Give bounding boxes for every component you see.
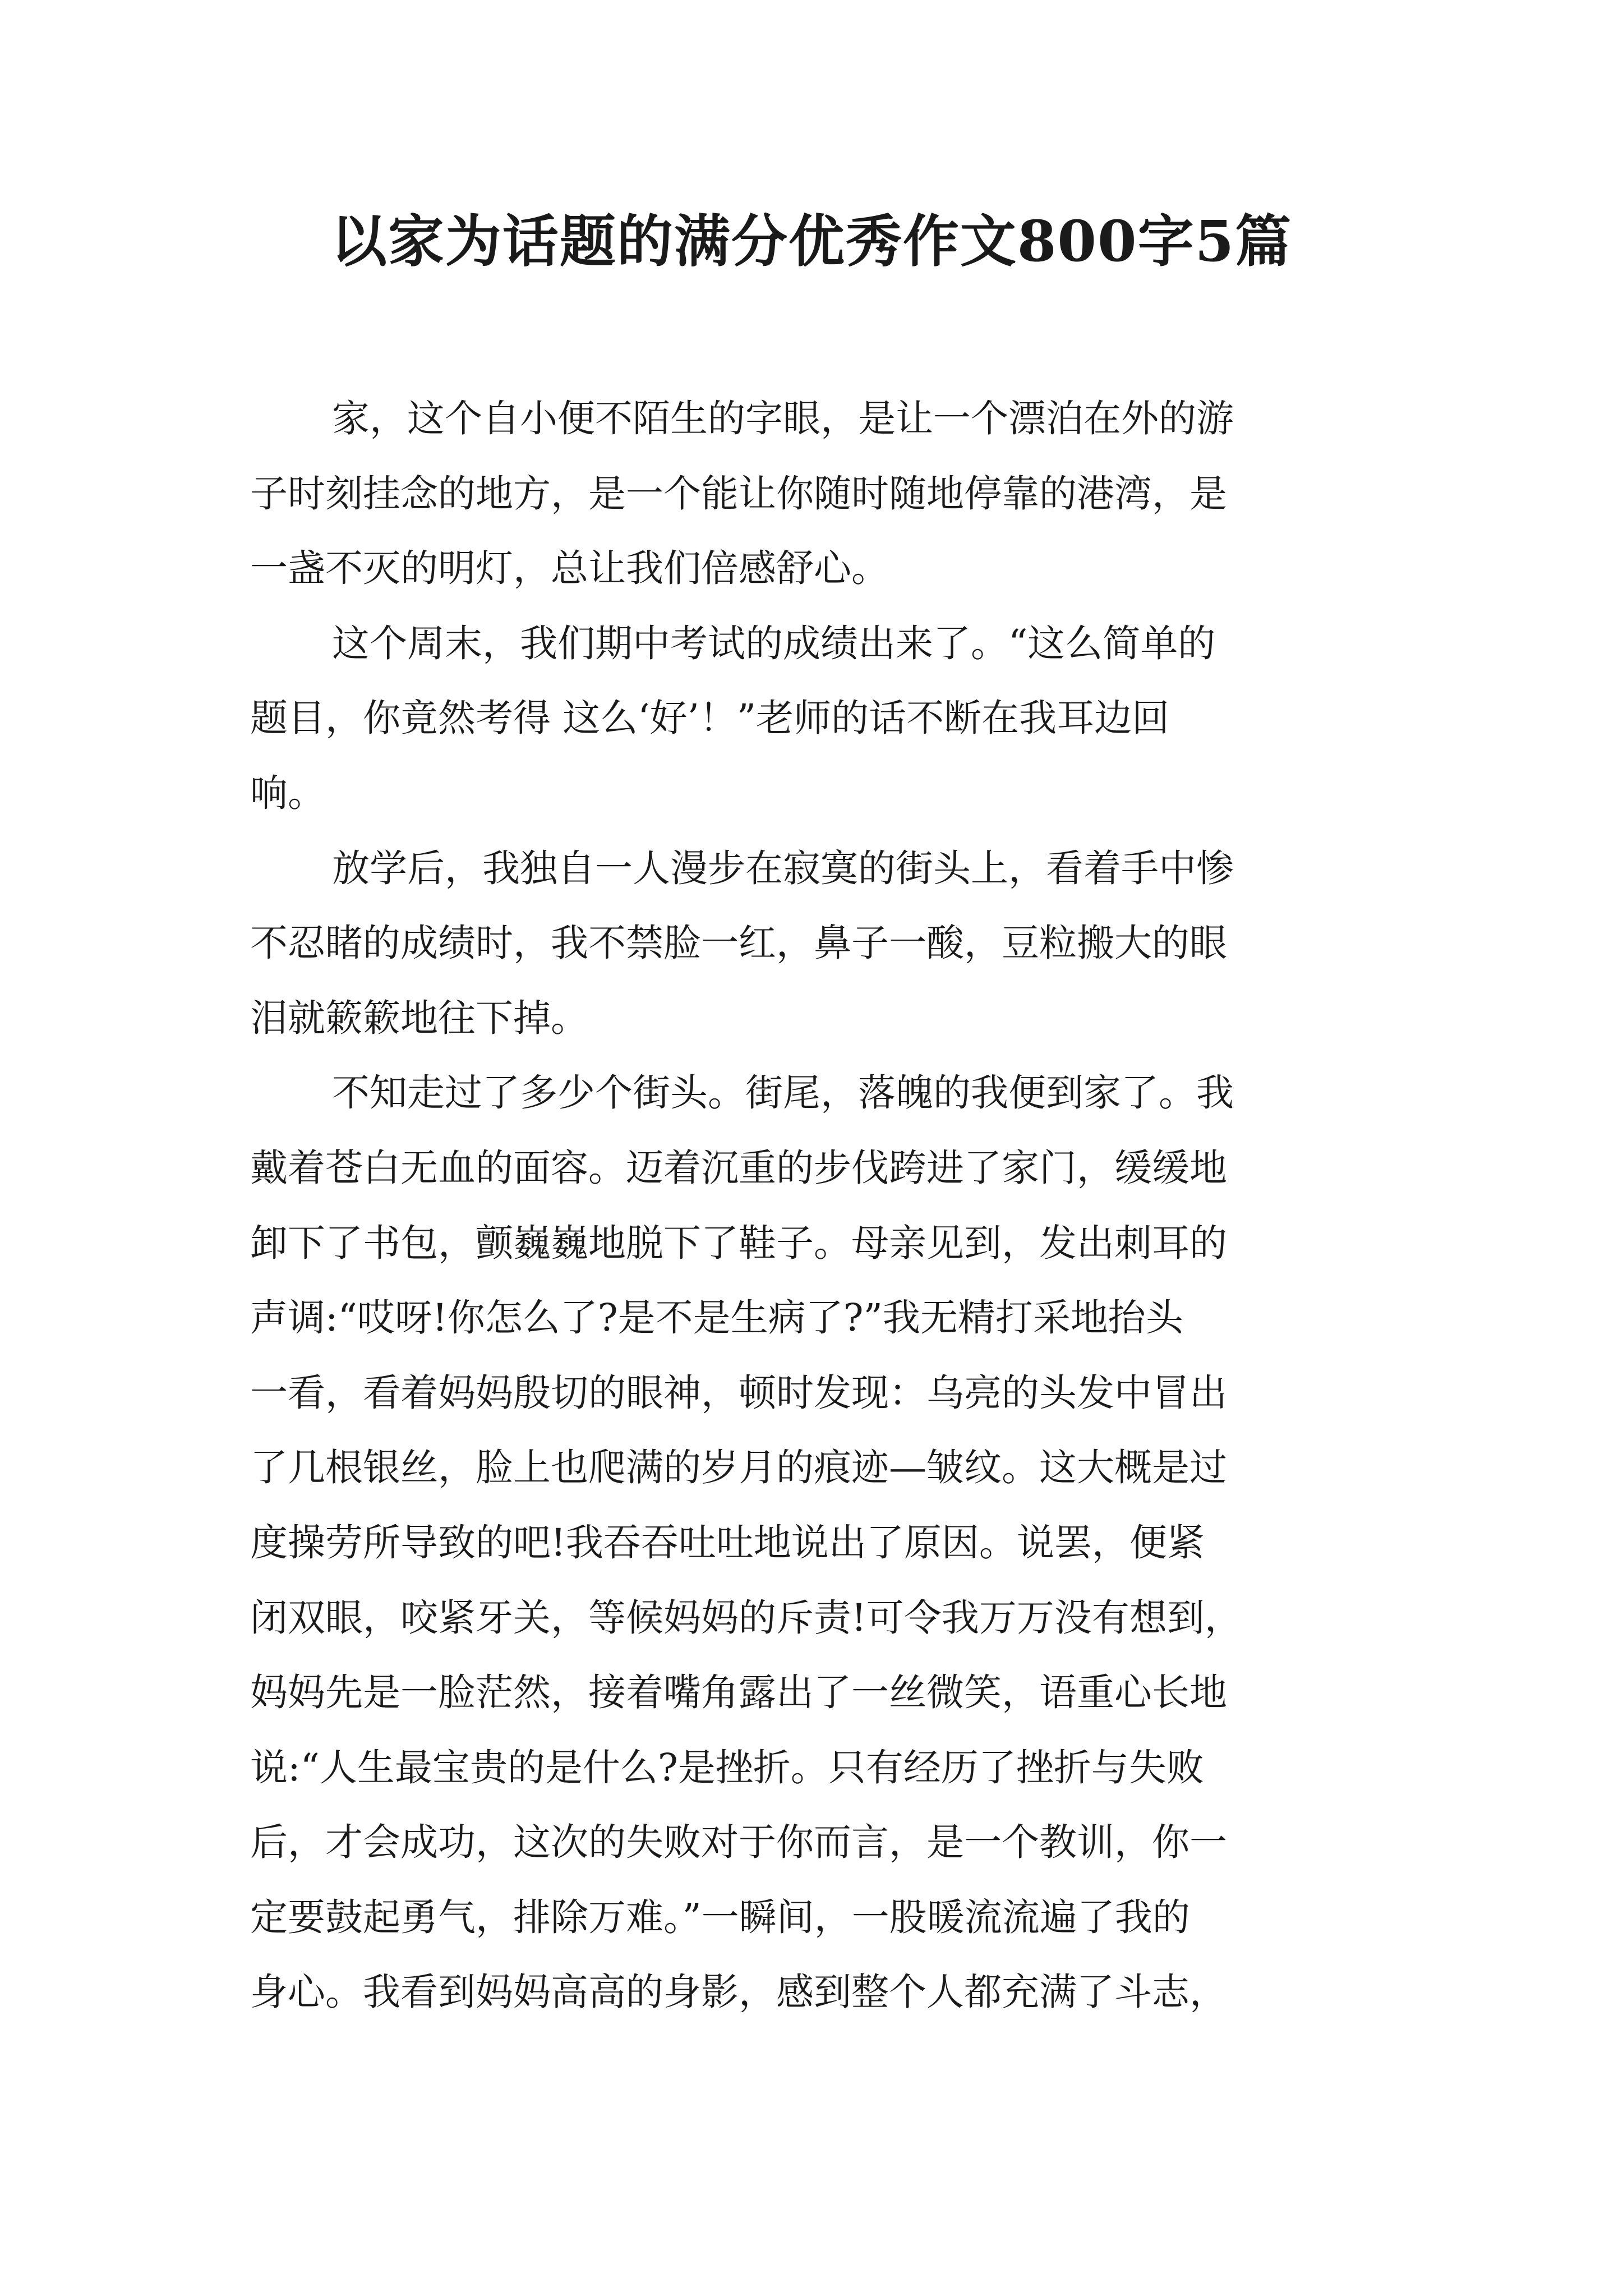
text-line: 一看，看着妈妈殷切的眼神，顿时发现：乌亮的头发中冒出: [250, 1370, 1227, 1415]
text-line: 定要鼓起勇气，排除万难。”一瞬间，一股暖流流遍了我的: [250, 1895, 1190, 1939]
text-line: 闭双眼，咬紧牙关，等候妈妈的斥责!可令我万万没有想到，: [250, 1595, 1242, 1640]
text-line: 题目，你竟然考得 这么‘好’！”老师的话不断在我耳边回: [250, 696, 1170, 740]
text-line: 响。: [250, 771, 325, 815]
text-line: 说:“人生最宝贵的是什么?是挫折。只有经历了挫折与失败: [250, 1745, 1204, 1789]
document-title: 以家为话题的满分优秀作文800字5篇: [330, 208, 1293, 274]
text-line: 身心。我看到妈妈高高的身影，感到整个人都充满了斗志，: [250, 1970, 1227, 2014]
document-body: [250, 381, 1394, 2030]
text-line: 这个周末，我们期中考试的成绩出来了。“这么简单的: [332, 621, 1216, 665]
paragraph: [250, 606, 1394, 831]
text-line: 妈妈先是一脸茫然，接着嘴角露出了一丝微笑，语重心长地: [250, 1671, 1227, 1715]
text-line: 戴着苍白无血的面容。迈着沉重的步伐跨进了家门，缓缓地: [250, 1145, 1227, 1190]
paragraph: [250, 831, 1394, 1056]
paragraph: [250, 1056, 1394, 2030]
text-line: 后，才会成功，这次的失败对于你而言，是一个教训，你一: [250, 1820, 1227, 1865]
text-line: 泪就簌簌地往下掉。: [250, 996, 588, 1040]
text-line: 家，这个自小便不陌生的字眼，是让一个漂泊在外的游: [332, 397, 1234, 440]
text-line: 卸下了书包，颤巍巍地脱下了鞋子。母亲见到，发出刺耳的: [250, 1221, 1227, 1265]
text-line: 不忍睹的成绩时，我不禁脸一红，鼻子一酸，豆粒搬大的眼: [250, 921, 1227, 965]
text-line: 度操劳所导致的吧!我吞吞吐吐地说出了原因。说罢，便紧: [250, 1520, 1205, 1565]
text-line: 放学后，我独自一人漫步在寂寞的街头上，看着手中惨: [332, 846, 1234, 890]
text-line: 子时刻挂念的地方，是一个能让你随时随地停靠的港湾，是: [250, 471, 1227, 516]
text-line: 声调:“哎呀!你怎么了?是不是生病了?”我无精打采地抬头: [250, 1296, 1183, 1340]
text-line: 不知走过了多少个街头。街尾，落魄的我便到家了。我: [332, 1071, 1234, 1115]
text-line: 了几根银丝，脸上也爬满的岁月的痕迹—皱纹。这大概是过: [250, 1446, 1227, 1490]
text-line: 一盏不灭的明灯，总让我们倍感舒心。: [250, 546, 889, 591]
paragraph: [250, 381, 1394, 606]
